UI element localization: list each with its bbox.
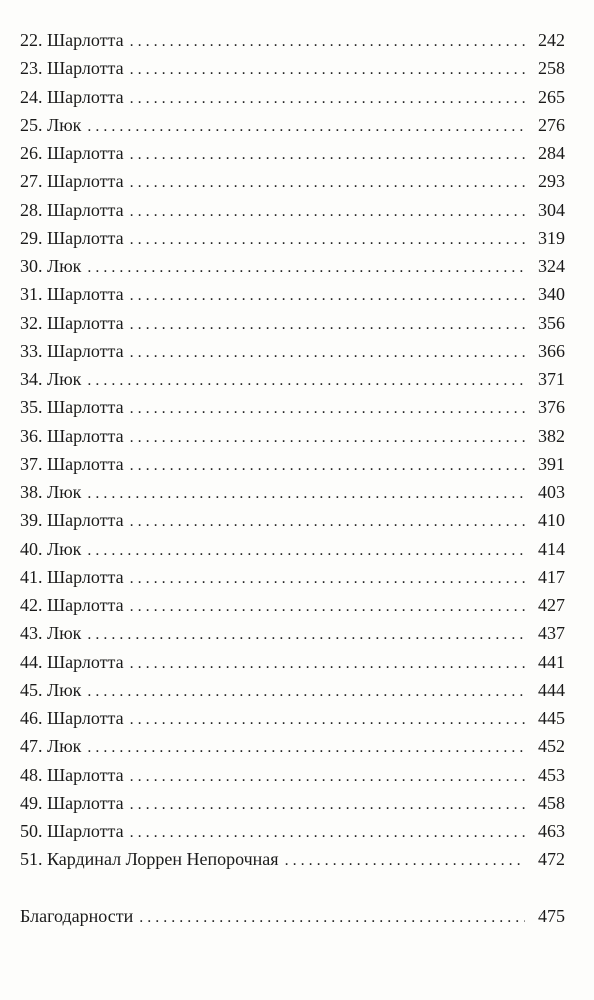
toc-entry-title: 29. Шарлотта xyxy=(20,227,124,248)
toc-entry xyxy=(20,393,565,421)
toc-entry-title: 30. Люк xyxy=(20,256,82,276)
toc-entry-title: 39. Шарлотта xyxy=(20,510,124,531)
toc-entry xyxy=(20,309,565,337)
toc-entry-title: 50. Шарлотта xyxy=(20,821,124,841)
toc-entry-page: 340 xyxy=(538,284,565,305)
toc-entry xyxy=(20,761,565,789)
toc-entry-title: 32. Шарлотта xyxy=(20,312,124,333)
toc-entry xyxy=(20,789,565,817)
toc-entry xyxy=(20,817,565,845)
toc-entry-page: 453 xyxy=(538,764,565,785)
toc-entry-title: 51. Кардинал Лоррен Непорочная xyxy=(20,849,279,870)
toc-entry-page: 242 xyxy=(538,30,565,50)
toc-entry xyxy=(20,704,565,732)
toc-entry-page: 441 xyxy=(538,651,565,672)
toc-entry-page: 319 xyxy=(538,227,565,248)
dot-leader xyxy=(87,676,525,706)
toc-entry-page: 403 xyxy=(538,482,565,502)
dot-leader xyxy=(130,704,525,734)
dot-leader xyxy=(130,761,525,791)
toc-entry-title: 22. Шарлотта xyxy=(20,30,124,50)
toc-entry-title: 36. Шарлотта xyxy=(20,425,124,446)
toc-entry-title: 27. Шарлотта xyxy=(20,171,124,192)
dot-leader xyxy=(130,591,525,621)
toc-entry xyxy=(20,83,565,111)
toc-entry-page: 458 xyxy=(538,792,565,813)
toc-entry-title: 43. Люк xyxy=(20,623,82,644)
toc-entry xyxy=(20,591,565,619)
dot-leader xyxy=(130,563,525,593)
dot-leader xyxy=(87,732,525,762)
toc-entry-page: 427 xyxy=(538,595,565,615)
toc-entry-page: 276 xyxy=(538,114,565,135)
toc-entry-title: 25. Люк xyxy=(20,114,82,135)
dot-leader xyxy=(130,196,525,226)
toc-entry xyxy=(20,337,565,365)
toc-entry-page: 414 xyxy=(538,538,565,559)
toc-entry xyxy=(20,478,565,506)
dot-leader xyxy=(130,450,525,480)
toc-entry-page: 382 xyxy=(538,425,565,446)
toc-entry xyxy=(20,450,565,478)
acknowledgments-page: 475 xyxy=(538,906,565,926)
dot-leader xyxy=(87,619,525,649)
dot-leader xyxy=(130,648,525,678)
toc-entry-title: 35. Шарлотта xyxy=(20,397,124,418)
acknowledgments-title: Благодарности xyxy=(20,906,134,926)
toc-entry-page: 258 xyxy=(538,58,565,79)
dot-leader xyxy=(130,789,525,819)
toc-entry xyxy=(20,648,565,676)
toc-entry-page: 366 xyxy=(538,340,565,361)
toc-entry xyxy=(20,167,565,195)
toc-entry xyxy=(20,365,565,393)
toc-entry xyxy=(20,902,565,930)
toc-entry xyxy=(20,26,565,54)
dot-leader xyxy=(130,54,525,84)
dot-leader xyxy=(87,365,525,395)
toc-entry xyxy=(20,280,565,308)
toc-entry-title: 23. Шарлотта xyxy=(20,58,124,79)
toc-entry-page: 324 xyxy=(538,256,565,276)
toc-entry-page: 376 xyxy=(538,397,565,418)
toc-entry xyxy=(20,732,565,760)
toc-entry-title: 41. Шарлотта xyxy=(20,566,124,587)
toc-entry-title: 37. Шарлотта xyxy=(20,453,124,474)
toc-entry-page: 356 xyxy=(538,312,565,333)
toc-entry xyxy=(20,196,565,224)
toc-entry-page: 284 xyxy=(538,143,565,163)
table-of-contents xyxy=(20,26,565,874)
dot-leader xyxy=(130,337,525,367)
dot-leader xyxy=(130,422,525,452)
toc-entry xyxy=(20,845,565,873)
acknowledgments-entry xyxy=(20,902,565,930)
toc-entry-title: 45. Люк xyxy=(20,679,82,700)
toc-entry-title: 31. Шарлотта xyxy=(20,284,124,305)
toc-entry-page: 410 xyxy=(538,510,565,531)
toc-entry-page: 371 xyxy=(538,369,565,389)
dot-leader xyxy=(87,535,525,565)
toc-entry xyxy=(20,252,565,280)
toc-entry xyxy=(20,506,565,534)
toc-entry-title: 49. Шарлотта xyxy=(20,792,124,813)
toc-entry xyxy=(20,139,565,167)
toc-entry xyxy=(20,619,565,647)
toc-entry-title: 48. Шарлотта xyxy=(20,764,124,785)
dot-leader xyxy=(130,393,525,423)
toc-entry-title: 40. Люк xyxy=(20,538,82,559)
toc-entry-page: 417 xyxy=(538,566,565,587)
toc-entry-title: 33. Шарлотта xyxy=(20,340,124,361)
dot-leader xyxy=(285,845,525,875)
toc-entry xyxy=(20,535,565,563)
toc-entry-title: 26. Шарлотта xyxy=(20,143,124,163)
toc-entry-title: 46. Шарлотта xyxy=(20,708,124,728)
dot-leader xyxy=(87,252,525,282)
toc-entry-title: 28. Шарлотта xyxy=(20,199,124,220)
dot-leader xyxy=(130,26,525,56)
dot-leader xyxy=(87,111,525,141)
toc-entry-page: 304 xyxy=(538,199,565,220)
toc-entry-page: 391 xyxy=(538,453,565,474)
toc-entry xyxy=(20,563,565,591)
toc-entry-title: 47. Люк xyxy=(20,736,82,757)
dot-leader xyxy=(139,902,525,932)
dot-leader xyxy=(87,478,525,508)
toc-entry-title: 44. Шарлотта xyxy=(20,651,124,672)
toc-entry-page: 293 xyxy=(538,171,565,192)
toc-entry-title: 34. Люк xyxy=(20,369,82,389)
dot-leader xyxy=(130,817,525,847)
dot-leader xyxy=(130,280,525,310)
dot-leader xyxy=(130,83,525,113)
toc-entry-page: 452 xyxy=(538,736,565,757)
toc-entry-page: 463 xyxy=(538,821,565,841)
toc-entry-page: 444 xyxy=(538,679,565,700)
toc-entry-page: 265 xyxy=(538,86,565,107)
toc-entry xyxy=(20,224,565,252)
toc-entry xyxy=(20,54,565,82)
toc-entry-title: 38. Люк xyxy=(20,482,82,502)
toc-entry-page: 437 xyxy=(538,623,565,644)
dot-leader xyxy=(130,139,525,169)
toc-entry-title: 42. Шарлотта xyxy=(20,595,124,615)
dot-leader xyxy=(130,506,525,536)
dot-leader xyxy=(130,167,525,197)
dot-leader xyxy=(130,309,525,339)
toc-entry-page: 472 xyxy=(538,849,565,870)
dot-leader xyxy=(130,224,525,254)
toc-entry xyxy=(20,422,565,450)
toc-entry xyxy=(20,111,565,139)
toc-entry xyxy=(20,676,565,704)
toc-entry-title: 24. Шарлотта xyxy=(20,86,124,107)
toc-entry-page: 445 xyxy=(538,708,565,728)
